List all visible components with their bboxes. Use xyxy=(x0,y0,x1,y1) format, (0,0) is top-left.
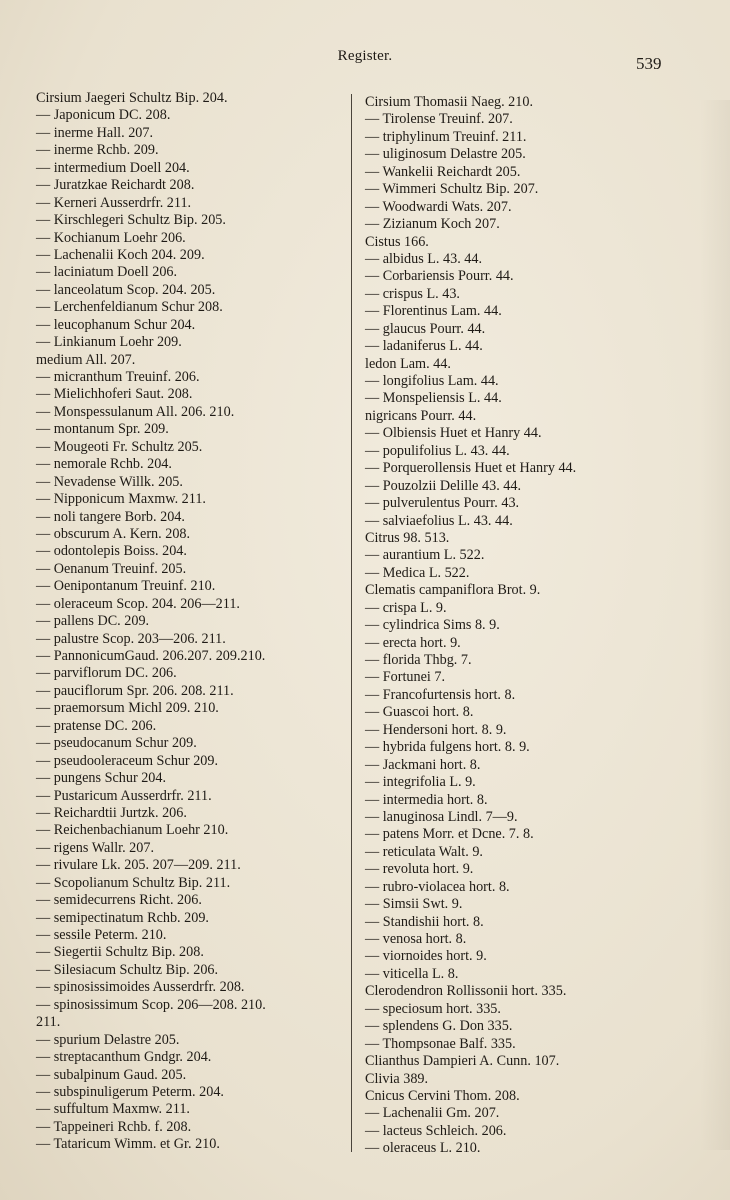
index-entry: — pratense DC. 206. xyxy=(36,717,157,734)
index-entry: — speciosum hort. 335. xyxy=(365,1000,501,1017)
index-entry: — Tappeineri Rchb. f. 208. xyxy=(36,1118,192,1135)
index-entry: — crispa L. 9. xyxy=(365,599,447,616)
index-entry: Clianthus Dampieri A. Cunn. 107. xyxy=(365,1053,560,1070)
index-entry: — pungens Schur 204. xyxy=(36,770,167,787)
index-entry: — Oenipontanum Treuinf. 210. xyxy=(36,578,216,595)
index-entry: — oleraceum Scop. 204. 206—211. xyxy=(36,595,240,612)
index-entry: — Standishii hort. 8. xyxy=(365,913,484,930)
index-entry: 211. xyxy=(36,1014,61,1031)
index-entry: — lanuginosa Lindl. 7—9. xyxy=(365,808,518,825)
index-entry: Cirsium Thomasii Naeg. 210. xyxy=(365,94,534,110)
index-entry: — rivulare Lk. 205. 207—209. 211. xyxy=(36,857,241,874)
index-entry: — populifolius L. 43. 44. xyxy=(365,442,510,459)
index-entry: — spinosissimoides Ausserdrfr. 208. xyxy=(36,979,245,996)
index-entry: — lanceolatum Scop. 204. 205. xyxy=(36,281,216,298)
index-entry: — Reichardtii Jurtzk. 206. xyxy=(36,804,187,821)
index-entry: ledon Lam. 44. xyxy=(365,355,451,372)
index-entry: — odontolepis Boiss. 204. xyxy=(36,543,187,560)
index-entry: — aurantium L. 522. xyxy=(365,547,485,564)
index-entry: — Wankelii Reichardt 205. xyxy=(365,163,521,180)
index-entry: — Nevadense Willk. 205. xyxy=(36,473,183,490)
index-entry: — Fortunei 7. xyxy=(365,669,445,686)
index-entry: — Simsii Swt. 9. xyxy=(365,896,463,913)
running-header: Register. xyxy=(337,48,393,64)
index-entry: — noli tangere Borb. 204. xyxy=(36,508,185,525)
index-entry: — Lachenalii Koch 204. 209. xyxy=(36,246,205,263)
index-entry: Clematis campaniflora Brot. 9. xyxy=(365,582,541,599)
index-entry: — ladaniferus L. 44. xyxy=(365,338,483,355)
index-entry: Cistus 166. xyxy=(365,233,429,250)
index-entry: — triphylinum Treuinf. 211. xyxy=(365,128,527,145)
index-entry: — sessile Peterm. 210. xyxy=(36,927,167,943)
index-entry: — obscurum A. Kern. 208. xyxy=(36,525,191,542)
index-entry: — spurium Delastre 205. xyxy=(36,1031,180,1048)
index-entry: — crispus L. 43. xyxy=(365,285,460,302)
index-entry: — Medica L. 522. xyxy=(365,564,470,581)
index-entry: — rigens Wallr. 207. xyxy=(36,839,154,856)
index-entry: — Siegertii Schultz Bip. 208. xyxy=(36,944,204,961)
index-entry: — Oenanum Treuinf. 205. xyxy=(36,560,187,577)
index-entry: — Mielichhoferi Saut. 208. xyxy=(36,386,193,403)
index-column-right xyxy=(365,94,695,1158)
page-number: 539 xyxy=(636,54,662,73)
index-entry: — Lerchenfeldianum Schur 208. xyxy=(36,299,223,316)
index-entry: — viornoides hort. 9. xyxy=(365,948,487,965)
index-entry: — Silesiacum Schultz Bip. 206. xyxy=(36,961,219,978)
index-entry: — montanum Spr. 209. xyxy=(36,421,169,438)
index-entry: — erecta hort. 9. xyxy=(365,634,461,651)
index-entry: Cnicus Cervini Thom. 208. xyxy=(365,1087,520,1104)
index-entry: — Hendersoni hort. 8. 9. xyxy=(365,721,507,738)
index-entry: — Reichenbachianum Loehr 210. xyxy=(36,822,229,839)
index-entry: — reticulata Walt. 9. xyxy=(365,843,483,860)
index-entry: — integrifolia L. 9. xyxy=(365,774,476,791)
index-entry: — rubro-violacea hort. 8. xyxy=(365,878,510,895)
index-entry: — suffultum Maxmw. 211. xyxy=(36,1101,190,1118)
index-entry: — venosa hort. 8. xyxy=(365,931,467,947)
index-entry: — pauciflorum Spr. 206. 208. 211. xyxy=(36,682,234,699)
index-entry: — PannonicumGaud. 206.207. 209.210. xyxy=(36,648,266,664)
index-entry: — Juratzkae Reichardt 208. xyxy=(36,177,195,194)
index-entry: — oleraceus L. 210. xyxy=(365,1140,481,1157)
index-entry: — spinosissimum Scop. 206—208. 210. xyxy=(36,996,266,1013)
index-entry: — Monspessulanum All. 206. 210. xyxy=(36,403,235,420)
index-entry: — Kochianum Loehr 206. xyxy=(36,229,186,246)
index-entry: — Lachenalii Gm. 207. xyxy=(365,1105,500,1122)
index-entry: — pulverulentus Pourr. 43. xyxy=(365,495,520,512)
index-entry: — leucophanum Schur 204. xyxy=(36,316,196,333)
index-entry: — Linkianum Loehr 209. xyxy=(36,334,182,351)
index-entry: — viticella L. 8. xyxy=(365,965,459,982)
index-entry: — Porquerollensis Huet et Hanry 44. xyxy=(365,460,577,477)
index-entry: — subspinuligerum Peterm. 204. xyxy=(36,1083,224,1100)
index-entry: — Tirolense Treuinf. 207. xyxy=(365,111,513,128)
index-entry: — streptacanthum Gndgr. 204. xyxy=(36,1049,212,1066)
index-entry: — Florentinus Lam. 44. xyxy=(365,303,502,320)
index-entry: — Kerneri Ausserdrfr. 211. xyxy=(36,194,192,211)
index-entry: — praemorsum Michl 209. 210. xyxy=(36,700,219,717)
index-entry: — micranthum Treuinf. 206. xyxy=(36,369,200,385)
index-entry: nigricans Pourr. 44. xyxy=(365,407,477,424)
index-entry: Cirsium Jaegeri Schultz Bip. 204. xyxy=(36,90,228,106)
index-entry: — Nipponicum Maxmw. 211. xyxy=(36,491,206,508)
index-entry: Clivia 389. xyxy=(365,1070,429,1087)
index-entry: — Monspeliensis L. 44. xyxy=(365,390,502,407)
index-entry: — intermedium Doell 204. xyxy=(36,159,190,176)
index-entry: — Tataricum Wimm. et Gr. 210. xyxy=(36,1136,220,1153)
page-edge-shading xyxy=(700,100,730,1150)
index-entry: — pseudooleraceum Schur 209. xyxy=(36,752,219,769)
index-entry: — Francofurtensis hort. 8. xyxy=(365,686,516,703)
index-entry: — albidus L. 43. 44. xyxy=(365,250,483,267)
index-entry: — patens Morr. et Dcne. 7. 8. xyxy=(365,826,534,843)
index-entry: — uliginosum Delastre 205. xyxy=(365,146,526,163)
index-entry: — Corbariensis Pourr. 44. xyxy=(365,268,514,285)
index-entry: — salviaefolius L. 43. 44. xyxy=(365,512,513,529)
index-entry: — Olbiensis Huet et Hanry 44. xyxy=(365,425,542,442)
index-entry: — semipectinatum Rchb. 209. xyxy=(36,909,209,926)
index-entry: — Japonicum DC. 208. xyxy=(36,107,171,124)
index-entry: — revoluta hort. 9. xyxy=(365,861,474,878)
index-entry: — subalpinum Gaud. 205. xyxy=(36,1066,187,1083)
index-entry: — hybrida fulgens hort. 8. 9. xyxy=(365,739,530,756)
index-entry: — cylindrica Sims 8. 9. xyxy=(365,617,500,634)
index-entry: — Jackmani hort. 8. xyxy=(365,756,481,773)
index-entry: — palustre Scop. 203—206. 211. xyxy=(36,630,226,647)
index-entry: — inerme Rchb. 209. xyxy=(36,142,159,159)
index-entry: — semidecurrens Richt. 206. xyxy=(36,892,202,909)
index-entry: — inerme Hall. 207. xyxy=(36,124,154,141)
index-entry: — laciniatum Doell 206. xyxy=(36,264,178,281)
index-entry: — glaucus Pourr. 44. xyxy=(365,320,486,337)
index-entry: — pallens DC. 209. xyxy=(36,613,150,630)
index-entry: — lacteus Schleich. 206. xyxy=(365,1122,507,1139)
index-entry: — splendens G. Don 335. xyxy=(365,1018,513,1035)
index-entry: — Pustaricum Ausserdrfr. 211. xyxy=(36,787,212,804)
index-entry: Clerodendron Rollissonii hort. 335. xyxy=(365,983,567,1000)
index-column-left xyxy=(36,90,366,1154)
index-entry: — Pouzolzii Delille 43. 44. xyxy=(365,477,522,494)
index-entry: — nemorale Rchb. 204. xyxy=(36,456,172,473)
index-entry: — Zizianum Koch 207. xyxy=(365,216,500,233)
index-entry: — longifolius Lam. 44. xyxy=(365,373,499,389)
index-entry: — Guascoi hort. 8. xyxy=(365,704,474,721)
index-entry: — intermedia hort. 8. xyxy=(365,791,488,808)
index-entry: — pseudocanum Schur 209. xyxy=(36,735,197,752)
index-entry: Citrus 98. 513. xyxy=(365,529,450,546)
index-entry: — Kirschlegeri Schultz Bip. 205. xyxy=(36,212,226,229)
index-entry: — florida Thbg. 7. xyxy=(365,652,472,668)
index-entry: medium All. 207. xyxy=(36,351,136,368)
index-entry: — Woodwardi Wats. 207. xyxy=(365,198,512,215)
index-entry: — Mougeoti Fr. Schultz 205. xyxy=(36,438,203,455)
index-entry: — Thompsonae Balf. 335. xyxy=(365,1035,516,1052)
column-divider xyxy=(351,94,352,1152)
index-entry: — parviflorum DC. 206. xyxy=(36,665,177,682)
index-entry: — Scopolianum Schultz Bip. 211. xyxy=(36,874,231,891)
index-entry: — Wimmeri Schultz Bip. 207. xyxy=(365,181,539,198)
